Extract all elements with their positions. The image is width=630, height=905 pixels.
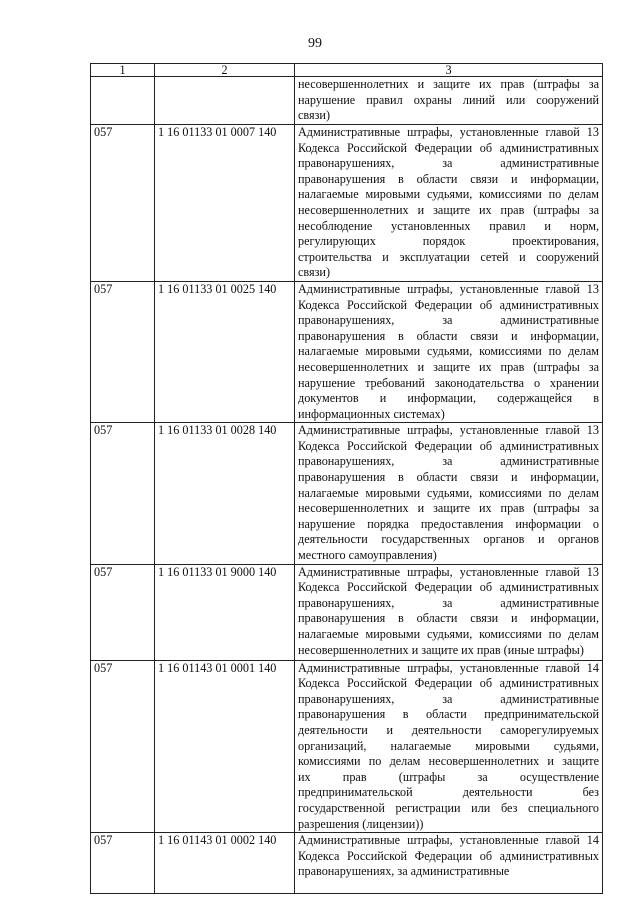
description-cell — [295, 660, 603, 833]
description-line: правонарушениях, за административные — [298, 454, 599, 469]
budget-code-cell: 1 16 01143 01 0002 140 — [155, 833, 295, 894]
description-line: их прав (штрафы за осуществление — [298, 769, 599, 784]
admin-code-cell: 057 — [91, 833, 155, 894]
description-line: Административные штрафы, установленные главой 14 — [298, 660, 599, 675]
admin-code-cell: 057 — [91, 564, 155, 660]
column-header-2: 2 — [155, 64, 295, 77]
table-row — [91, 125, 603, 282]
description-line: несовершеннолетних и защите их прав (штрафы за — [298, 501, 599, 516]
description-cell — [295, 833, 603, 894]
description-cell — [295, 423, 603, 564]
budget-code-cell: 1 16 01133 01 0028 140 — [155, 423, 295, 564]
description-line: правонарушениях, за административные — [298, 313, 599, 328]
budget-code-cell: 1 16 01133 01 0025 140 — [155, 281, 295, 422]
description-line: налагаемые мировыми судьями, комиссиями по делам — [298, 344, 599, 359]
description-line: Административные штрафы, установленные главой 13 — [298, 125, 599, 139]
description-line: налагаемые мировыми судьями, комиссиями по делам — [298, 627, 599, 641]
description-line: организаций, налагаемые мировыми судьями, — [298, 738, 599, 753]
budget-classification-table — [90, 63, 603, 894]
description-line: Административные штрафы, установленные главой 14 — [298, 833, 599, 848]
description-line: правонарушения в области связи и информации, — [298, 470, 599, 485]
description-line: регулирующих порядок проектирования, — [298, 234, 599, 249]
description-line: несоблюдение установленных правил и норм, — [298, 218, 599, 233]
description-line: строительства и эксплуатации сетей и сооружений — [298, 249, 599, 264]
description-line: несовершеннолетних и защите их прав (иные штрафы) — [298, 642, 584, 657]
table-row — [91, 281, 603, 422]
description-line: правонарушения в области связи и информации, — [298, 328, 599, 343]
description-line: несовершеннолетних и защите их прав (штрафы за — [298, 202, 599, 217]
description-line: нарушение правил охраны линий или сооружений — [298, 92, 599, 107]
description-line: правонарушениях, за административные — [298, 156, 599, 171]
admin-code-cell — [91, 77, 155, 125]
description-line: нарушение порядка предоставления информации о — [298, 516, 599, 531]
budget-code-cell — [155, 77, 295, 125]
description-line: Кодекса Российской Федерации об административных — [298, 140, 599, 155]
budget-code-cell: 1 16 01143 01 0001 140 — [155, 660, 295, 833]
description-line: Административные штрафы, установленные главой 13 — [298, 281, 599, 296]
page-number: 99 — [308, 36, 322, 51]
admin-code-cell: 057 — [91, 125, 155, 282]
description-line: Административные штрафы, установленные главой 13 — [298, 423, 599, 438]
budget-code-cell: 1 16 01133 01 9000 140 — [155, 564, 295, 660]
description-line: информационных системах) — [298, 406, 445, 421]
description-line: Кодекса Российской Федерации об административных — [298, 848, 599, 863]
description-line: налагаемые мировыми судьями, комиссиями по делам — [298, 187, 599, 202]
description-line: Кодекса Российской Федерации об административных — [298, 438, 599, 453]
description-line: нарушение требований законодательства о хранении — [298, 375, 599, 390]
description-line: разрешения (лицензии)) — [298, 816, 424, 831]
table-row — [91, 77, 603, 125]
description-cell — [295, 77, 603, 125]
table-row — [91, 423, 603, 564]
column-header-3: 3 — [295, 64, 603, 77]
description-line: комиссиями по делам несовершеннолетних и защите — [298, 754, 599, 769]
column-header-1: 1 — [91, 64, 155, 77]
description-line: связи) — [298, 265, 331, 280]
admin-code-cell: 057 — [91, 660, 155, 833]
description-cell — [295, 125, 603, 282]
description-line: Кодекса Российской Федерации об административных — [298, 580, 599, 595]
description-line: деятельности и деятельности саморегулируемых — [298, 723, 599, 737]
table-row — [91, 564, 603, 660]
description-line: местного самоуправления) — [298, 548, 437, 563]
table-header-row — [91, 64, 603, 77]
table-row — [91, 660, 603, 833]
description-cell — [295, 281, 603, 422]
description-line: Кодекса Российской Федерации об административных — [298, 676, 599, 691]
description-line: связи) — [298, 108, 331, 123]
description-line: деятельности государственных органов и органов — [298, 532, 599, 547]
description-line: правонарушениях, за административные — [298, 864, 510, 879]
description-line: Административные штрафы, установленные главой 13 — [298, 564, 599, 579]
admin-code-cell: 057 — [91, 281, 155, 422]
description-line: налагаемые мировыми судьями, комиссиями по делам — [298, 485, 599, 500]
budget-code-cell: 1 16 01133 01 0007 140 — [155, 125, 295, 282]
description-line: правонарушения в области связи и информации, — [298, 611, 599, 626]
description-cell — [295, 564, 603, 660]
description-line: правонарушения в области связи и информации, — [298, 171, 599, 186]
description-line: предпринимательской деятельности без — [298, 785, 599, 800]
description-line: несовершеннолетних и защите их прав (штрафы за — [298, 359, 599, 374]
description-line: государственной регистрации или без специального — [298, 800, 599, 815]
description-line: правонарушениях, за административные — [298, 691, 599, 706]
table-row — [91, 833, 603, 894]
description-line: документов и информации, содержащейся в — [298, 391, 599, 406]
admin-code-cell: 057 — [91, 423, 155, 564]
description-line: правонарушениях, за административные — [298, 595, 599, 610]
description-line: несовершеннолетних и защите их прав (штрафы за — [298, 77, 599, 91]
description-line: правонарушения в области предпринимательской — [298, 707, 599, 722]
description-line: Кодекса Российской Федерации об административных — [298, 297, 599, 312]
